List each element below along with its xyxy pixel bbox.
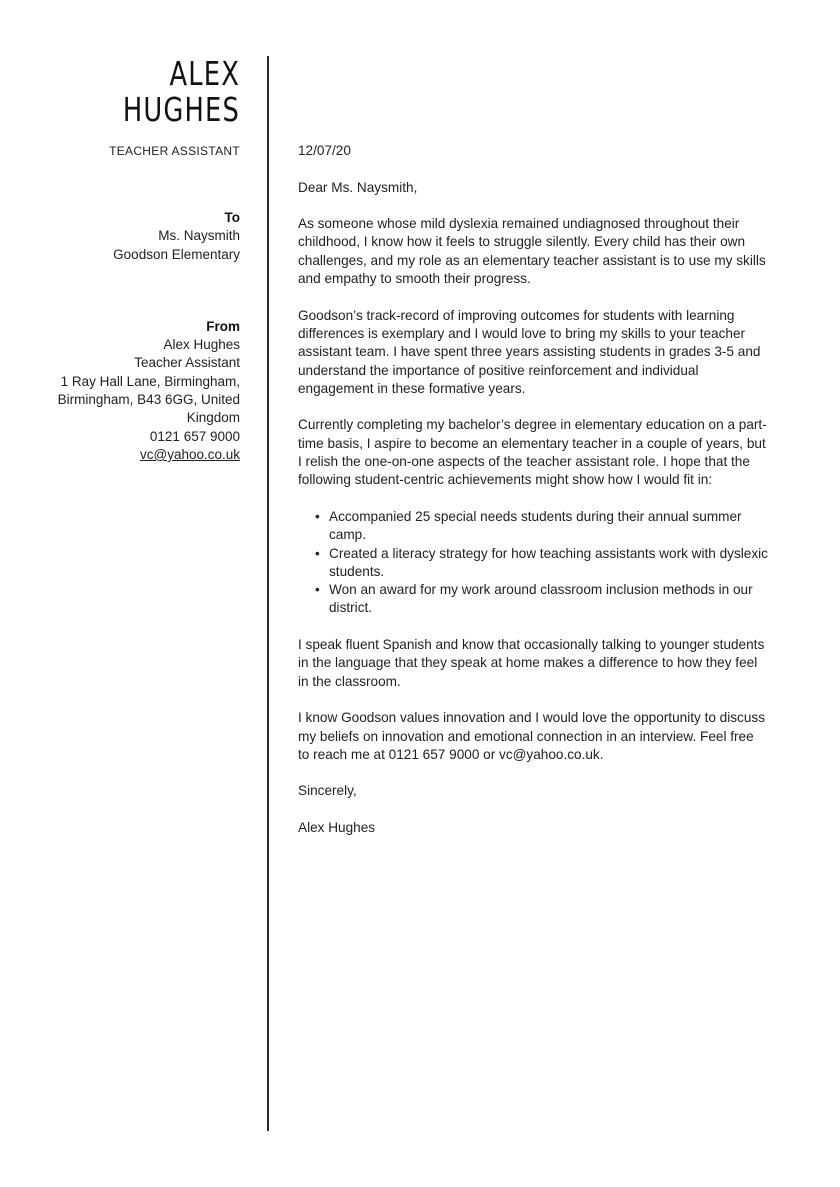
sender-email-link[interactable]: vc@yahoo.co.uk bbox=[139, 446, 240, 462]
paragraph-intro: As someone whose mild dyslexia remained undiagnosed throughout their childhood, I know how it feels to struggle silently. Every child has their own challenges, and my role as an elementary teacher assistant is to use my skills and empathy to smooth their progress. bbox=[298, 216, 766, 287]
list-item-text: Accompanied 25 special needs students during their annual summer camp. bbox=[329, 508, 742, 543]
sender-block bbox=[40, 318, 240, 464]
sender-name: Alex Hughes bbox=[163, 337, 240, 353]
bullet-icon: • bbox=[315, 582, 320, 598]
paragraph-education: Currently completing my bachelor’s degree in elementary education on a part-time basis, I aspire to become an elementary teacher in a couple of years, but I relish the one-on-one aspects of the teacher assistant role. I hope that the following student-centric achievements might show how I would fit in: bbox=[298, 417, 767, 488]
name-last: HUGHES bbox=[122, 90, 240, 129]
signoff: Sincerely, bbox=[298, 783, 357, 799]
job-title: TEACHER ASSISTANT bbox=[109, 144, 240, 158]
to-heading: To bbox=[224, 210, 240, 225]
letter-body bbox=[298, 142, 768, 856]
paragraph-motivation: Goodson’s track-record of improving outcomes for students with learning differences is exemplary and I would love to bring my skills to your teacher assistant team. I have spent three years assisting students in grades 3-5 and understand the importance of positive reinforcement and individual engagement in these formative years. bbox=[298, 307, 761, 396]
salutation: Dear Ms. Naysmith, bbox=[298, 179, 418, 195]
paragraph-closing: I know Goodson values innovation and I would love the opportunity to discuss my beliefs on innovation and emotional connection in an interview. Feel free to reach me at 0121 657 9000 or vc@yahoo.co.uk. bbox=[298, 710, 766, 762]
list-item bbox=[315, 545, 768, 582]
applicant-name bbox=[84, 56, 240, 128]
sender-address-line3: Kingdom bbox=[186, 410, 240, 426]
paragraph-languages: I speak fluent Spanish and know that occasionally talking to younger students in the language that they speak at home makes a difference to how they feel in the classroom. bbox=[298, 637, 765, 689]
vertical-divider bbox=[267, 56, 269, 1131]
sender-address-line2: Birmingham, B43 6GG, United bbox=[57, 392, 240, 408]
sender-title: Teacher Assistant bbox=[134, 355, 240, 371]
from-heading: From bbox=[206, 318, 240, 334]
letter-date: 12/07/20 bbox=[298, 143, 351, 158]
sidebar bbox=[40, 56, 240, 464]
recipient-organization: Goodson Elementary bbox=[113, 246, 240, 262]
recipient-name: Ms. Naysmith bbox=[158, 228, 240, 244]
list-item bbox=[315, 508, 768, 545]
bullet-icon: • bbox=[315, 508, 320, 524]
signature: Alex Hughes bbox=[298, 819, 376, 835]
name-first: ALEX bbox=[169, 54, 240, 93]
bullet-icon: • bbox=[315, 545, 320, 561]
sender-address-line1: 1 Ray Hall Lane, Birmingham, bbox=[60, 373, 240, 389]
recipient-block bbox=[40, 209, 240, 264]
achievements-list bbox=[298, 508, 768, 618]
sender-phone: 0121 657 9000 bbox=[149, 428, 240, 444]
list-item-text: Created a literacy strategy for how teaching assistants work with dyslexic students. bbox=[329, 545, 768, 579]
list-item bbox=[315, 581, 768, 618]
list-item-text: Won an award for my work around classroom inclusion methods in our district. bbox=[329, 582, 753, 616]
